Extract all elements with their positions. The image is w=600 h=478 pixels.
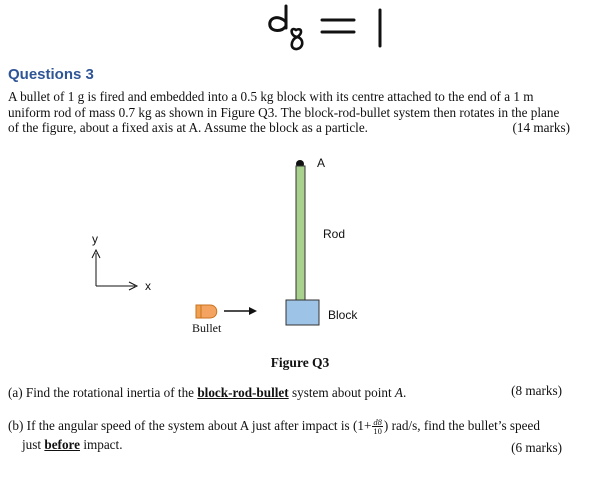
question-text: A bullet of 1 g is fired and embedded into a 0.5 kg block with its centre attached to the end of a 1 m uniform rod of mass 0.7 kg as shown in Figure Q3. The block-rod-bullet system then rotates in the plane of the figure, about a fixed axis at A. Assume the block as a particle. — [8, 89, 560, 135]
question-title: Questions 3 — [8, 66, 94, 83]
part-a-marks: (8 marks) — [511, 383, 562, 398]
figure-q3-diagram — [0, 150, 600, 370]
rod — [296, 166, 305, 302]
part-b-fraction: $\frac{d8}{10}$ — [373, 417, 382, 437]
bullet — [196, 305, 257, 318]
part-b-emphasis: before — [44, 437, 81, 453]
part-a-emphasis: block-rod-bullet — [197, 385, 289, 400]
figure-caption: Figure Q3 — [270, 355, 330, 370]
part-b-marks: (6 marks) — [511, 440, 562, 455]
bullet-label: Bullet — [192, 321, 222, 335]
xy-axes — [92, 232, 151, 293]
rod-label: Rod — [323, 227, 346, 241]
block-label: Block — [328, 308, 358, 322]
handwritten-annotation — [250, 0, 410, 56]
block — [286, 300, 319, 325]
axis-y-label: y — [92, 232, 98, 246]
axis-x-label: x — [145, 279, 151, 293]
question-marks: (14 marks) — [512, 120, 570, 135]
part-b: (b) If the angular speed of the system about A just after impact is (1+ $\frac{d8}{10}$ ) rad/s, find the bullet’s speed just before impact. — [8, 417, 540, 453]
part-a: (a) Find the rotational inertia of the block-rod-bullet system about point A. — [8, 385, 407, 400]
pivot-label: A — [317, 156, 326, 170]
